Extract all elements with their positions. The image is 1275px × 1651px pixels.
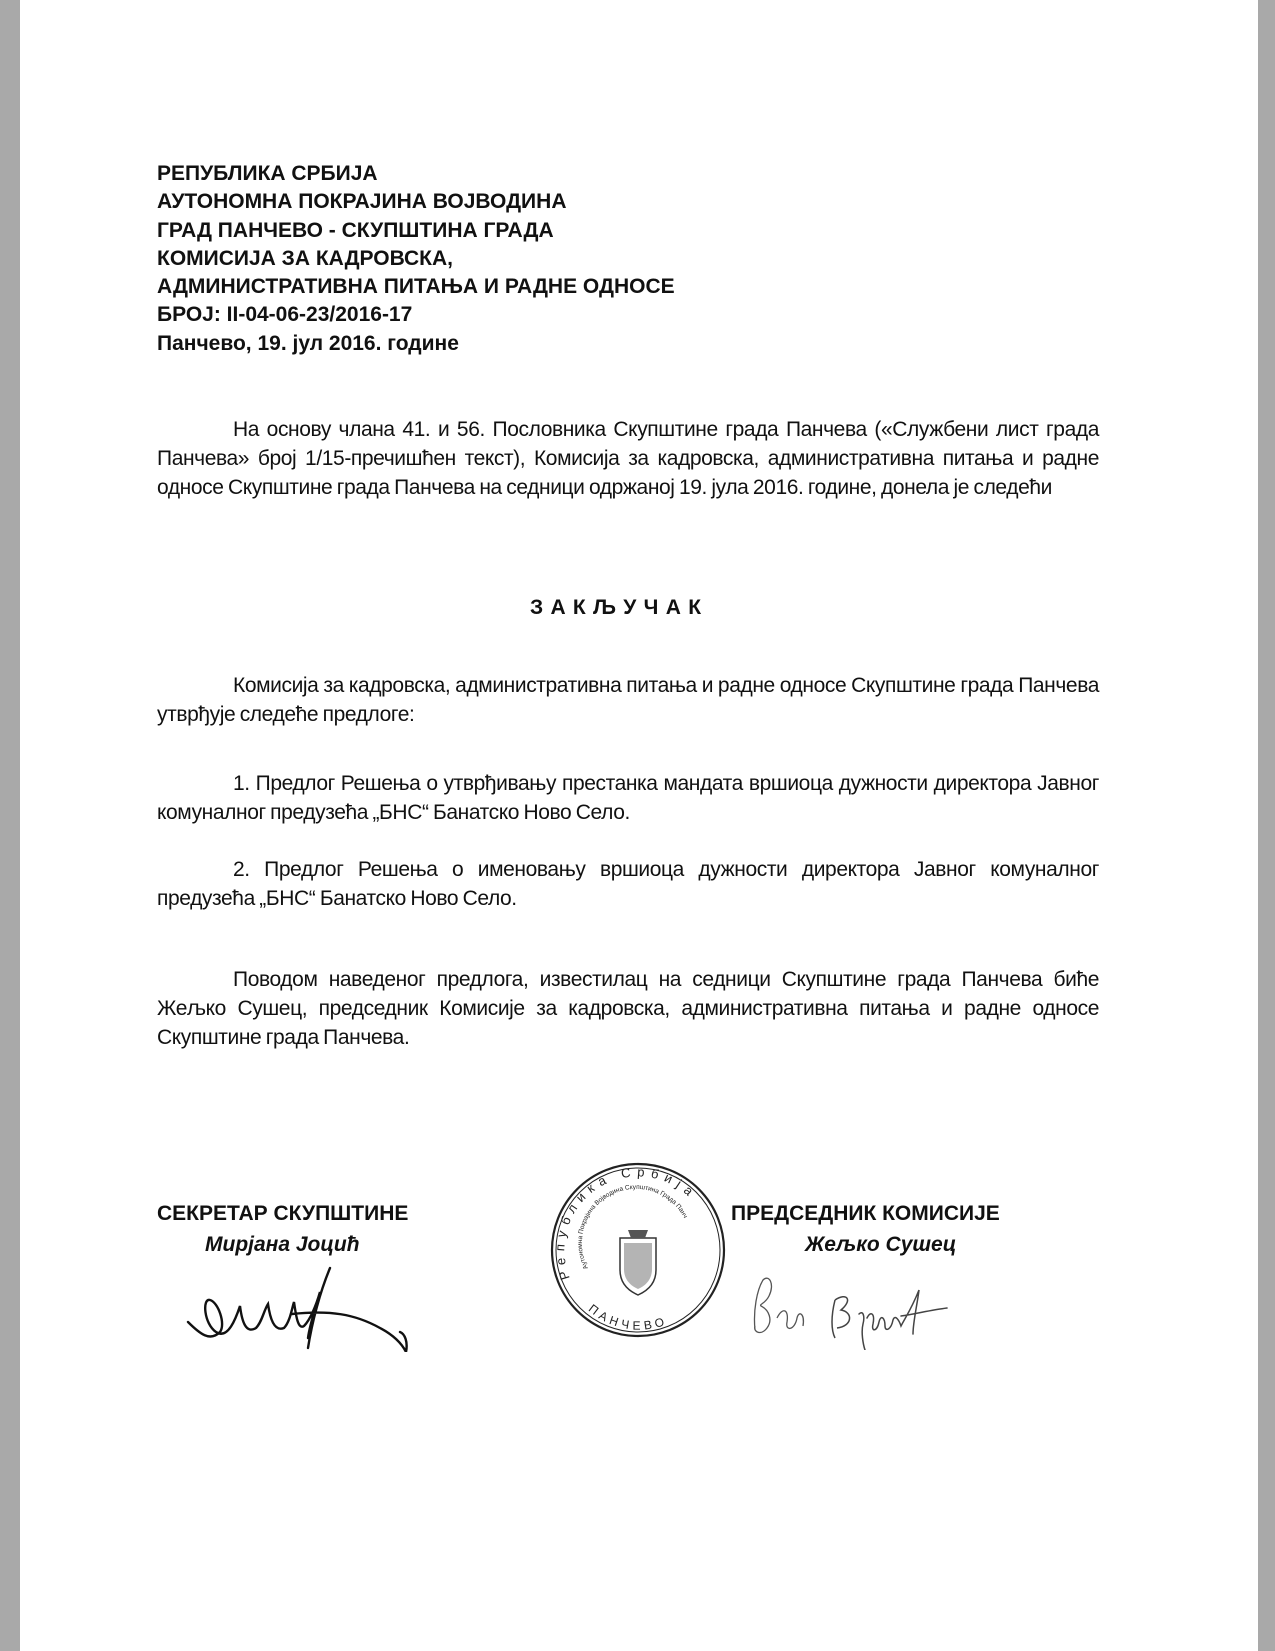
header-reference-number: БРОЈ: II-04-06-23/2016-17 <box>157 303 413 327</box>
chairman-signature <box>735 1270 975 1350</box>
closing-paragraph: Поводом наведеног предлога, известилац на седници Скупштине града Панчева биће Жељко Сушец, председник Комисије за кадровска, административна питања и радне односе Скупштине града Панчева. <box>157 968 1099 1049</box>
header-province: АУТОНОМНА ПОКРАЈИНА ВОЈВОДИНА <box>157 190 567 214</box>
proposal-item-1: 1. Предлог Решења о утврђивању престанка мандата вршиоца дужности директора Јавног комуналног предузећа „БНС“ Банатско Ново Село. <box>157 772 1099 824</box>
header-commission-line1: КОМИСИЈА ЗА КАДРОВСКА, <box>157 246 453 270</box>
preamble-paragraph: На основу члана 41. и 56. Пословника Скупштине града Панчева («Службени лист града Панчева» број 1/15-пречишћен текст), Комисија за кадровска, административна питања и радне односе Скупштине града Панчева на седници одржаној 19. јула 2016. године, донела је следећи <box>157 418 1099 499</box>
scan-edge-left <box>0 0 20 1651</box>
header-city-assembly: ГРАД ПАНЧЕВО - СКУПШТИНА ГРАДА <box>157 218 554 242</box>
chairman-name: Жељко Сушец <box>805 1233 957 1256</box>
chairman-title: ПРЕДСЕДНИК КОМИСИЈЕ <box>731 1202 1000 1225</box>
secretary-signature <box>180 1262 460 1352</box>
document-title: ЗАКЉУЧАК <box>530 596 709 619</box>
proposal-item-2: 2. Предлог Решења о именовању вршиоца дужности директора Јавног комуналног предузећа „БНС“ Банатско Ново Село. <box>157 858 1099 910</box>
secretary-title: СЕКРЕТАР СКУПШТИНЕ <box>157 1202 409 1225</box>
official-stamp <box>548 1160 728 1340</box>
coat-of-arms-icon <box>620 1230 656 1295</box>
secretary-name: Мирјана Јоцић <box>205 1233 360 1256</box>
scan-edge-right <box>1258 0 1275 1651</box>
header-country: РЕПУБЛИКА СРБИЈА <box>157 162 378 185</box>
stamp-inner-text: Аутономна Покрајина Војводина Скупштина Града Панч <box>576 1183 689 1271</box>
intro-paragraph: Комисија за кадровска, административна питања и радне односе Скупштине града Панчева утврђује следеће предлоге: <box>157 674 1099 726</box>
header-commission-line2: АДМИНИСТРАТИВНА ПИТАЊА И РАДНЕ ОДНОСЕ <box>157 275 675 299</box>
stamp-bottom-text: ПАНЧЕВО <box>585 1301 670 1333</box>
svg-text:ПАНЧЕВО <box>586 1301 670 1332</box>
header-date: Панчево, 19. јул 2016. године <box>157 331 459 355</box>
document-header <box>157 160 675 358</box>
stamp-outer-text: Република Србија <box>552 1164 701 1282</box>
